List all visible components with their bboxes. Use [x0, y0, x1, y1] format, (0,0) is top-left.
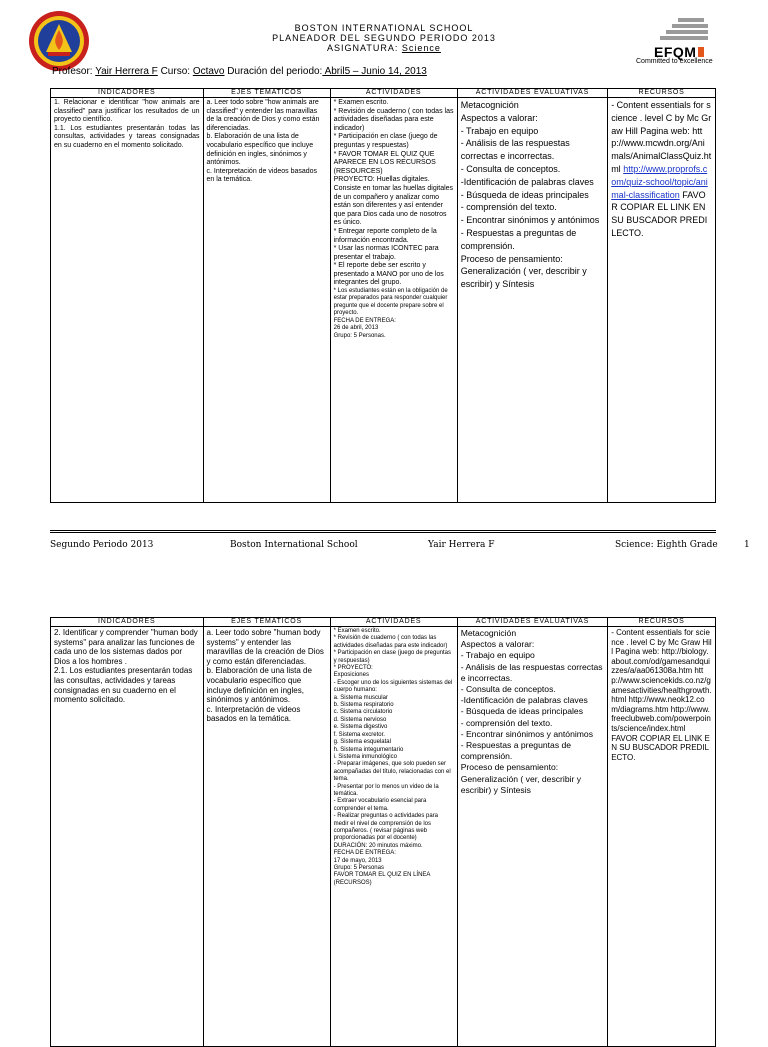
efqm-name: EFQM	[654, 44, 697, 60]
duration-value: Abril5 – Junio 14, 2013	[322, 66, 427, 77]
actividades-small-text: * Los estudiantes están en la obligación de estar preparados para responder cualquier pregunte que el docente prepare sobre el proyecto. FECHA DE ENTREGA: 26 de abril, 2013 Grupo: 5 Personas.	[333, 288, 448, 339]
evaluativas-text: Metacognición Aspectos a valorar: - Trabajo en equipo - Análisis de las respuestas correctas e incorrectas. - Consulta de conceptos. -Identificación de palabras claves - Búsqueda de ideas principales - comprensión del texto. - Encontrar sinónimos y antónimos - Respuestas a preguntas de comprensión. Proceso de pensamiento: Generalización ( ver, describir y escribir) y Síntesis	[460, 100, 600, 290]
col-header-recursos: RECURSOS	[608, 89, 716, 98]
course-value: Octavo	[192, 66, 225, 77]
prof-label: Profesor:	[52, 66, 93, 77]
planner-table-1	[50, 88, 716, 503]
cell-evaluativas	[457, 98, 607, 503]
cell-ejes	[203, 627, 330, 1047]
cell-ejes	[203, 98, 330, 503]
page-separator	[50, 530, 716, 533]
planner-table-2	[50, 617, 716, 1047]
cell-recursos	[608, 627, 716, 1047]
col-header-indicadores: INDICADORES	[51, 89, 204, 98]
col-header-actividades: ACTIVIDADES	[330, 618, 457, 627]
col-header-ejes: EJES TEMATICOS	[203, 618, 330, 627]
subject-label: ASIGNATURA:	[327, 43, 399, 53]
col-header-recursos: RECURSOS	[608, 618, 716, 627]
cell-actividades	[330, 98, 457, 503]
recursos-note: FAVOR COPIAR EL LINK EN SU BUSCADOR PREDILECTO.	[611, 189, 708, 238]
col-header-evaluativas: ACTIVIDADES EVALUATIVAS	[457, 89, 607, 98]
planner-title: PLANEADOR DEL SEGUNDO PERIODO 2013	[272, 33, 496, 43]
cell-actividades	[330, 627, 457, 1047]
subject-line	[150, 43, 618, 53]
col-header-actividades: ACTIVIDADES	[330, 89, 457, 98]
cell-indicadores	[51, 98, 204, 503]
cell-recursos	[608, 98, 716, 503]
actividades-text: * Examen escrito. * Revisión de cuaderno ( con todas las actividades diseñadas para este indicador) * Participación en clase (juego de preguntas y respuestas) * PROYECTO: Exposiciones - Escoger uno de los siguientes sistemas del cuerpo humano: a. Sistema muscular b. Sistema respiratorio c. Sistema circulatorio d. Sistema nervioso e. Sistema digestivo f. Sistema excretor. g. Sistema esquelatal h. Sistema integumentario i. Sistema inmunológico - Preparar imágenes, que solo pueden ser acompañadas del título, relacionadas con el tema. - Presentar por lo menos un video de la temática. - Extraer vocabulario esencial para comprender el tema. - Realizar preguntas o actividades para medir el nivel de comprensión de los compañeros. ( revisar páginas web proporcionadas por el docente) DURACIÓN: 20 minutos máximo. FECHA DE ENTREGA: 17 de mayo, 2013 Grupo: 5 Personas FAVOR TOMAR EL QUIZ EN LÍNEA (RECURSOS)	[333, 628, 453, 886]
cell-evaluativas	[457, 627, 607, 1047]
recursos-text: - Content essentials for science . level C by Mc Graw Hill Pagina web: http://www.mcwdn.org/Animals/AnimalClassQuiz.html	[611, 100, 712, 174]
footer-page-number: 1	[744, 540, 750, 550]
ejes-text: a. Leer todo sobre "human body systems" y entender las maravillas de la creación de Dios y como están diferenciadas. b. Elaboración de una lista de vocabulario específico que incluye definición en ingles, sinónimos y antónimos. c. Interpretación de videos basados en la temática.	[206, 628, 324, 724]
actividades-text: * Examen escrito. * Revisión de cuaderno ( con todas las actividades diseñadas para este indicador) * Participación en clase (juego de preguntas y respuestas) * FAVOR TOMAR EL QUIZ QUE APARECE EN LOS RECURSOS (RESOURCES) PROYECTO: Huellas digitales. Consiste en tomar las huellas digitales de un compañero y analizar como están son diferentes y así entender que para Dios cada uno de nosotros es único. * Entregar reporte completo de la información encontrada. * Usar las normas ICONTEC para presentar el trabajo. * El reporte debe ser escrito y presentado a MANO por uno de los integrantes del grupo.	[333, 99, 454, 287]
footer-teacher: Yair Herrera F	[428, 540, 495, 550]
prof-name: Yair Herrera F	[95, 66, 158, 77]
school-name: BOSTON INTERNATIONAL SCHOOL	[294, 23, 474, 33]
indicadores-text: 2. Identificar y comprender "human body systems" para analizar las funciones de cada uno de los sistemas dados por Dios a los hombres . 2.1. Los estudiantes presentarán todas las consultas, actividades y tareas consignadas en su cuaderno en el momento solicitado.	[54, 628, 198, 705]
footer-school: Boston International School	[230, 540, 358, 550]
col-header-ejes: EJES TEMATICOS	[203, 89, 330, 98]
footer-period: Segundo Periodo 2013	[50, 540, 154, 550]
school-logo	[28, 10, 90, 72]
efqm-bars-icon	[626, 16, 722, 46]
subject-value: Science	[401, 43, 441, 53]
duration-label: Duración del periodo:	[227, 66, 323, 77]
efqm-logo	[626, 16, 722, 72]
ejes-text: a. Leer todo sobre "how animals are classified" y entender las maravillas de la creación de Dios y como están diferenciadas. b. Elaboración de una lista de vocabulario específico que incluye definición en ingles, sinónimos y antónimos. c. Interpretación de videos basados en la temática.	[206, 99, 320, 184]
quiz-link[interactable]: http://www.proprofs.com/quiz-school/topic/animal-classification	[611, 163, 708, 200]
evaluativas-text: Metacognición Aspectos a valorar: - Trabajo en equipo - Análisis de las respuestas correctas e incorrectas. - Consulta de conceptos. -Identificación de palabras claves - Búsqueda de ideas principales - comprensión del texto. - Encontrar sinónimos y antónimos - Respuestas a preguntas de comprensión. Proceso de pensamiento: Generalización ( ver, describir y escribir) y Síntesis	[460, 628, 603, 795]
school-crest-icon	[28, 10, 90, 72]
table-row	[51, 98, 716, 503]
recursos-text: - Content essentials for science . level C by Mc Graw Hill Pagina web: http://biology.about.com/od/gamesandquizzes/a/aa061308a.htm http://www.sciencekids.co.nz/gamesactivities/healthgrowth.html http://www.neok12.com/diagrams.htm http://www.freeclubweb.com/powerpoints/science/index.html FAVOR COPIAR EL LINK EN SU BUSCADOR PREDILECTO.	[611, 628, 712, 762]
course-label: Curso:	[160, 66, 191, 77]
indicadores-text: 1. Relacionar e identificar "how animals are classified" para justificar los resultados de un proyecto científico. 1.1. Los estudiantes presentarán todas las consultas, actividades y tareas consignadas en su cuaderno en el momento solicitado.	[54, 99, 200, 149]
table-row	[51, 627, 716, 1047]
footer-subject: Science: Eighth Grade	[615, 540, 718, 550]
efqm-tagline: Committed to excellence	[636, 58, 713, 65]
cell-indicadores	[51, 627, 204, 1047]
col-header-evaluativas: ACTIVIDADES EVALUATIVAS	[457, 618, 607, 627]
efqm-square-icon	[698, 47, 704, 57]
teacher-line	[52, 66, 427, 77]
col-header-indicadores: INDICADORES	[51, 618, 204, 627]
